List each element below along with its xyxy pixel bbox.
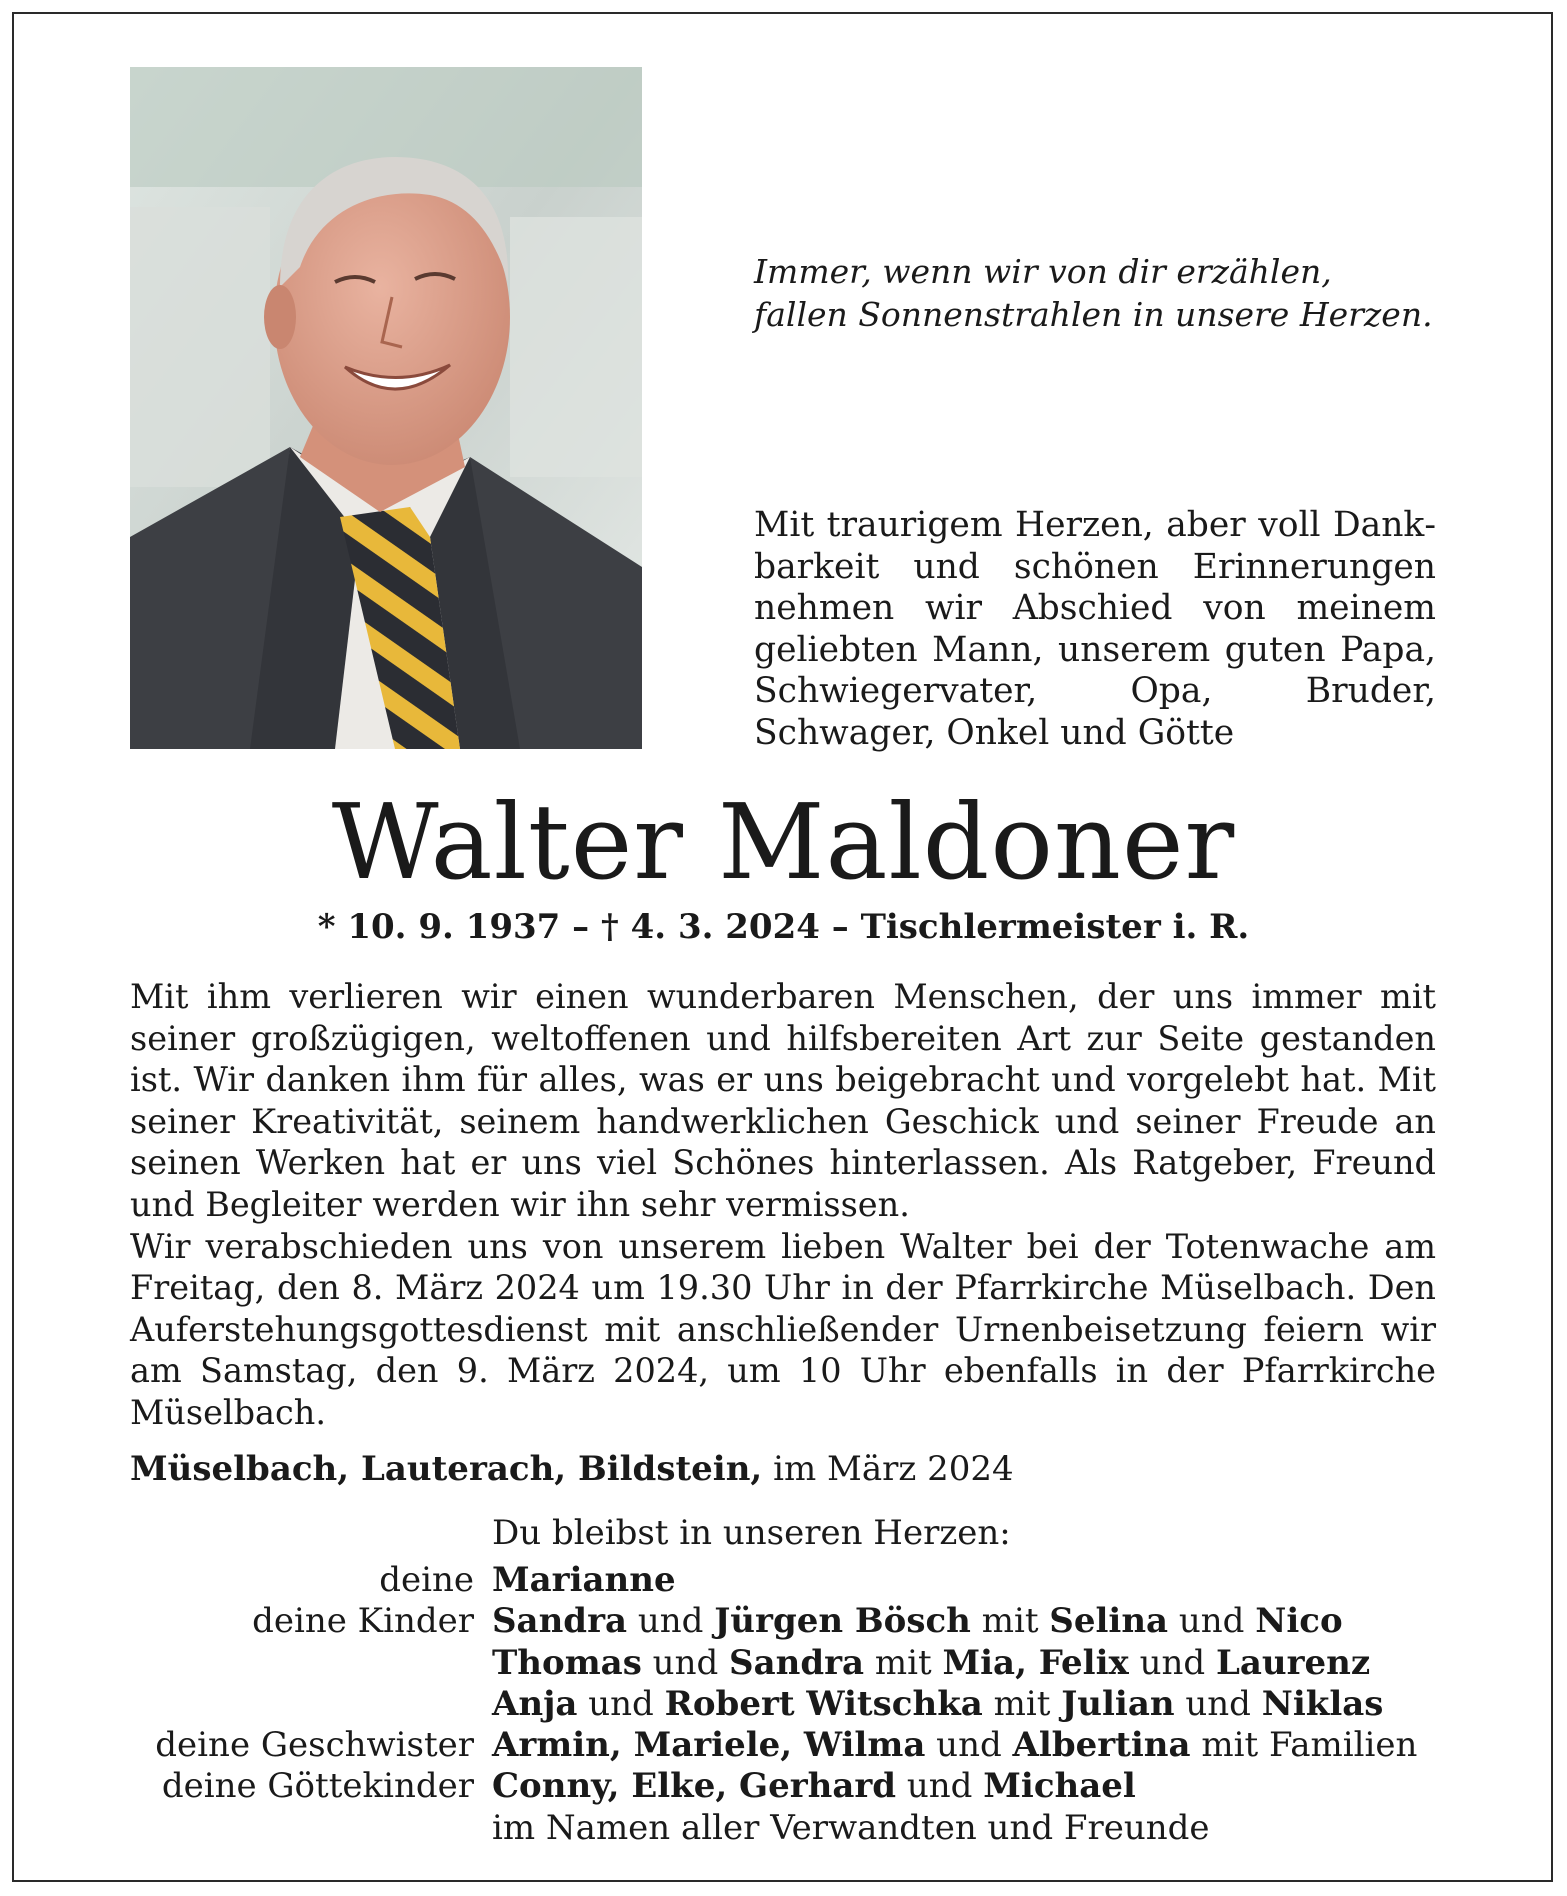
family-connector: und: [1128, 1642, 1216, 1683]
family-names: [492, 1684, 1383, 1725]
family-connector: und: [577, 1683, 665, 1724]
family-connector: und: [627, 1601, 715, 1642]
family-names: [492, 1766, 1136, 1807]
family-member-name: Nico: [1255, 1601, 1343, 1642]
family-label: deine: [379, 1560, 474, 1600]
family-member-name: Michael: [983, 1766, 1136, 1807]
portrait-photo: [130, 67, 642, 749]
place-date: im März 2024: [762, 1449, 1014, 1489]
family-connector: und: [641, 1642, 730, 1683]
family-list: [0, 1560, 1567, 1849]
family-names: [492, 1725, 1417, 1766]
family-member-name: Armin, Mariele, Wilma: [492, 1725, 926, 1766]
family-names: [492, 1560, 676, 1601]
family-connector: und: [1168, 1601, 1256, 1642]
family-connector: und: [925, 1725, 1013, 1766]
deceased-name: Walter Maldoner: [331, 781, 1236, 903]
family-connector: mit Familien: [1190, 1725, 1418, 1766]
family-member-name: Selina: [1049, 1601, 1169, 1642]
family-row: [0, 1808, 1567, 1849]
family-member-name: Albertina: [1012, 1725, 1191, 1766]
place-date-line: [130, 1447, 1014, 1491]
quote: [754, 250, 1454, 336]
family-member-name: Mia, Felix: [942, 1642, 1129, 1683]
family-row: [0, 1725, 1567, 1766]
family-row: [0, 1766, 1567, 1807]
family-connector: mit: [982, 1683, 1062, 1724]
family-label: deine Göttekinder: [161, 1766, 474, 1807]
portrait-illustration: [130, 67, 642, 749]
family-member-name: Laurenz: [1215, 1642, 1371, 1683]
family-member-name: Julian: [1061, 1683, 1175, 1724]
family-member-name: Robert Witschka: [664, 1683, 983, 1724]
family-member-name: Jürgen Bösch: [714, 1601, 971, 1642]
family-row: [0, 1684, 1567, 1725]
family-connector: im Namen aller Verwandten und Freunde: [492, 1807, 1210, 1848]
family-member-name: Sandra: [729, 1642, 865, 1683]
intro-text: Mit traurigem Herzen, aber voll Dankbarkeit und schönen Erinnerungen nehmen wir Abschied von meinem geliebten Mann, unserem guten Papa, Schwiegervater, Opa, Bruder, Schwager, Onkel und Götte: [754, 505, 1436, 753]
family-names: [492, 1601, 1343, 1642]
family-names: [492, 1643, 1370, 1684]
family-member-name: Anja: [492, 1683, 578, 1724]
family-row: [0, 1643, 1567, 1684]
family-connector: und: [1174, 1683, 1262, 1724]
body-text: [130, 976, 1436, 1434]
remain-line: Du bleibst in unseren Herzen:: [492, 1513, 1011, 1553]
family-names: [492, 1808, 1210, 1849]
family-connector: mit: [970, 1601, 1050, 1642]
life-dates: * 10. 9. 1937 – † 4. 3. 2024 – Tischlermeister i. R.: [317, 907, 1250, 947]
family-row: [0, 1601, 1567, 1642]
family-label: deine Kinder: [252, 1601, 474, 1642]
quote-line-2: fallen Sonnenstrahlen in unsere Herzen.: [754, 295, 1433, 334]
family-member-name: Thomas: [492, 1642, 642, 1683]
family-connector: mit: [864, 1642, 943, 1683]
body-paragraph-1: Mit ihm verlieren wir einen wunderbaren Menschen, der uns immer mit seiner großzügigen, weltoffenen und hilfsbereiten Art zur Seite gestanden ist. Wir danken ihm für alles, was er uns beigebracht und vorgelebt hat. Mit seiner Kreativität, seinem handwerklichen Geschick und seiner Freude an seinen Werken hat er uns viel Schönes hinterlassen. Als Ratgeber, Freund und Begleiter werden wir ihn sehr vermissen.: [130, 977, 1436, 1224]
body-paragraph-2: Wir verabschieden uns von unserem lieben Walter bei der Totenwache am Freitag, den 8. März 2024 um 19.30 Uhr in der Pfarrkirche Müselbach. Den Auferstehungsgottesdienst mit anschließender Urnenbeisetzung feiern wir am Samstag, den 9. März 2024, um 10 Uhr ebenfalls in der Pfarrkirche Müselbach.: [130, 1226, 1436, 1432]
family-row: [0, 1560, 1567, 1601]
family-label: deine Geschwister: [155, 1725, 474, 1766]
quote-line-1: Immer, wenn wir von dir erzählen,: [754, 252, 1332, 291]
family-member-name: Sandra: [492, 1601, 628, 1642]
family-connector: und: [896, 1766, 984, 1807]
family-member-name: Niklas: [1261, 1683, 1384, 1724]
family-member-name: Marianne: [492, 1560, 676, 1600]
family-member-name: Conny, Elke, Gerhard: [492, 1766, 897, 1807]
place-locations: Müselbach, Lauterach, Bildstein,: [130, 1449, 763, 1489]
